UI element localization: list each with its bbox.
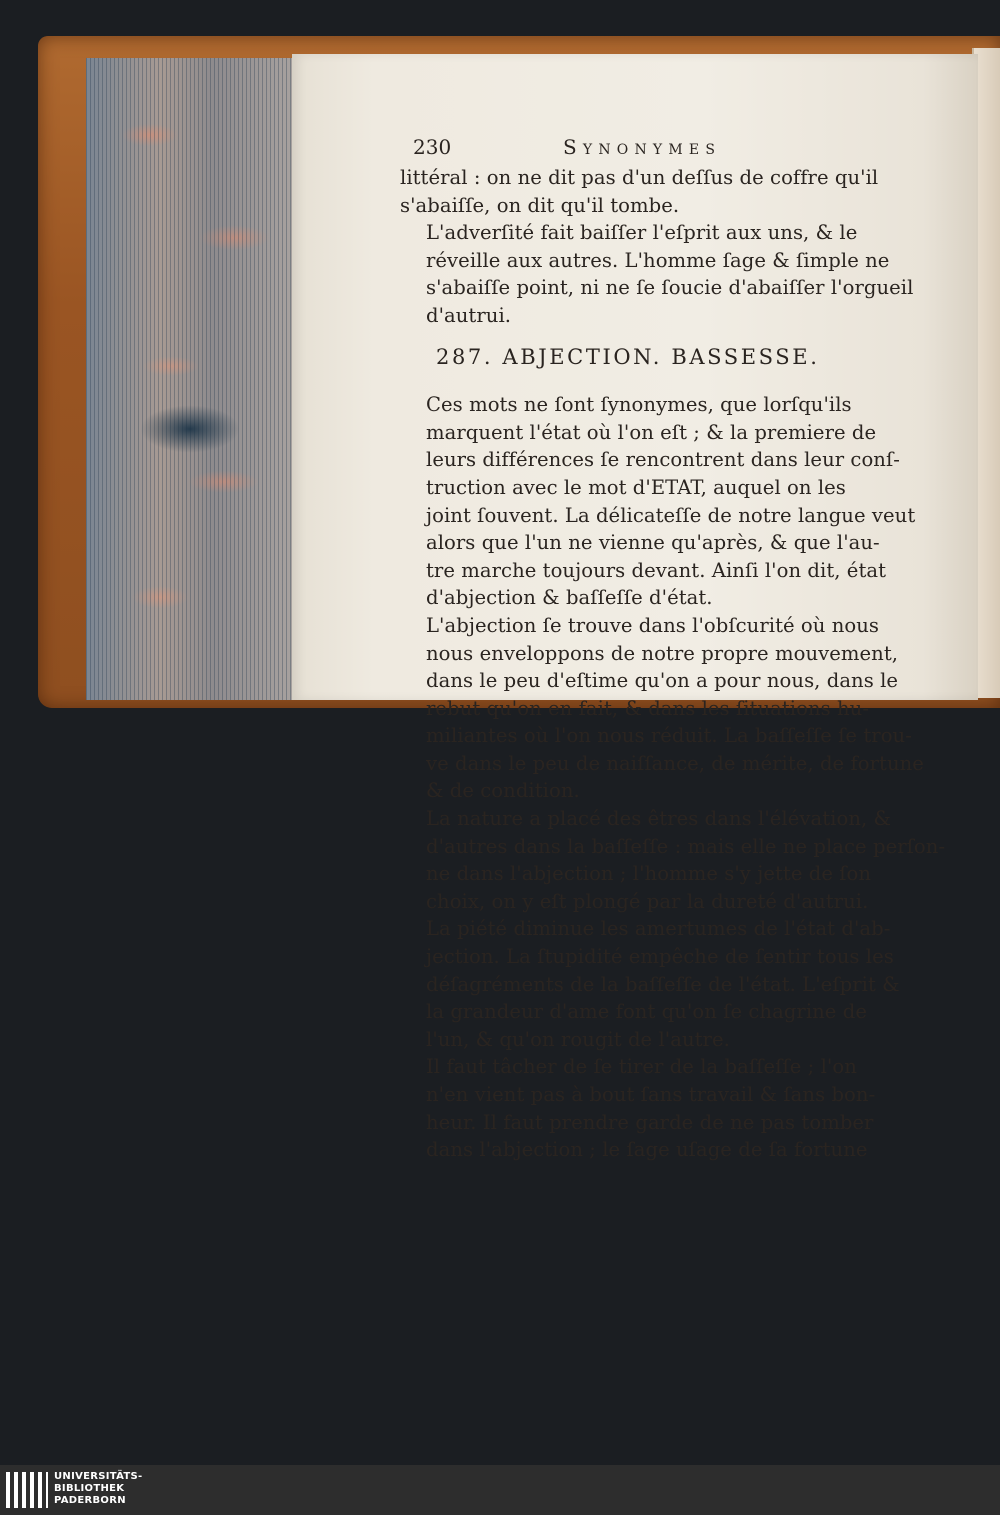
paragraph: [400, 391, 930, 612]
section-title: 287. ABJECTION. BASSESSE.: [436, 344, 820, 369]
text-line: L'adverſité fait baiſſer l'eſprit aux uns, & le: [426, 221, 858, 245]
library-logo-text: [54, 1471, 143, 1507]
text-line: réveille aux autres. L'homme ſage & ſimple ne: [426, 248, 890, 272]
logo-line: BIBLIOTHEK: [54, 1483, 125, 1494]
library-logo-icon: [6, 1472, 48, 1508]
text-line: tre marche toujours devant. Ainſi l'on dit, état: [426, 558, 887, 582]
text-line: La piété diminue les amertumes de l'état d'ab-: [426, 917, 891, 941]
text-line: heur. Il faut prendre garde de ne pas tomber: [426, 1110, 874, 1134]
text-line: s'abaiſſe point, ni ne ſe ſoucie d'abaiſſer l'orgueil: [426, 276, 914, 300]
text-line: truction avec le mot d'ETAT, auquel on les: [426, 475, 846, 499]
text-line: l'un, & qu'on rougit de l'autre.: [426, 1027, 730, 1051]
running-head: [400, 134, 930, 164]
text-line: ve dans le peu de naiſſance, de mérite, de fortune: [426, 751, 924, 775]
text-line: L'abjection ſe trouve dans l'obſcurité où nous: [426, 613, 880, 637]
text-line: Il faut tâcher de ſe tirer de la baſſeſſe ; l'on: [426, 1055, 857, 1079]
logo-line: UNIVERSITÄTS-: [54, 1471, 143, 1482]
text-line: ne dans l'abjection ; l'homme s'y jette de ſon: [426, 862, 872, 886]
text-line: leurs différences ſe rencontrent dans leur conſ-: [426, 448, 900, 472]
text-line: d'autres dans la baſſeſſe : mais elle ne place perſon-: [426, 834, 946, 858]
text-line: d'abjection & baſſeſſe d'état.: [426, 586, 713, 610]
text-line: rebut qu'on en fait, & dans les ſituations hu-: [426, 696, 870, 720]
text-line: déſagréments de la baſſeſſe de l'état. L'eſprit &: [426, 972, 900, 996]
text-line: nous enveloppons de notre propre mouvement,: [426, 641, 899, 665]
page-number: 230: [413, 135, 452, 159]
page-text: [400, 134, 946, 1164]
text-line: Ces mots ne ſont ſynonymes, que lorſqu'ils: [426, 393, 852, 417]
text-line: alors que l'un ne vienne qu'après, & que l'au-: [426, 531, 880, 555]
paragraph: [400, 805, 946, 915]
text-line: d'autrui.: [426, 303, 512, 327]
text-line: dans le peu d'eſtime qu'on a pour nous, dans le: [426, 669, 899, 693]
paragraph: [400, 219, 930, 329]
text-line: littéral : on ne dit pas d'un deſſus de coffre qu'il: [400, 166, 879, 189]
text-line: marquent l'état où l'on eſt ; & la premiere de: [426, 420, 877, 444]
text-line: jection. La ſtupidité empêche de ſentir tous les: [426, 945, 894, 969]
text-line: La nature a placé des êtres dans l'élévation, &: [426, 807, 892, 831]
text-line: la grandeur d'ame font qu'on ſe chagrine de: [426, 1000, 867, 1024]
text-line: s'abaiſſe, on dit qu'il tombe.: [400, 193, 680, 217]
text-line: dans l'abjection ; le ſage uſage de ſa fortune: [426, 1138, 868, 1162]
paragraph: [400, 164, 930, 219]
paragraph: [400, 612, 930, 805]
library-footer-bar: [0, 1465, 1000, 1515]
edge-stain: [140, 405, 240, 453]
paragraph: [400, 915, 930, 1053]
marbled-page-edges: [86, 58, 298, 700]
paragraph: [400, 1053, 930, 1163]
logo-line: PADERBORN: [54, 1495, 126, 1506]
running-title: Synonymes: [563, 135, 722, 159]
text-line: & de condition.: [426, 779, 580, 803]
text-line: miliantes où l'on nous réduit. La baſſeſſe ſe trou-: [426, 724, 912, 748]
text-line: choix, on y eſt plongé par la dureté d'autrui.: [426, 889, 869, 913]
text-line: joint ſouvent. La délicateſſe de notre langue veut: [426, 503, 916, 527]
text-line: n'en vient pas à bout ſans travail & ſans bon-: [426, 1083, 876, 1106]
